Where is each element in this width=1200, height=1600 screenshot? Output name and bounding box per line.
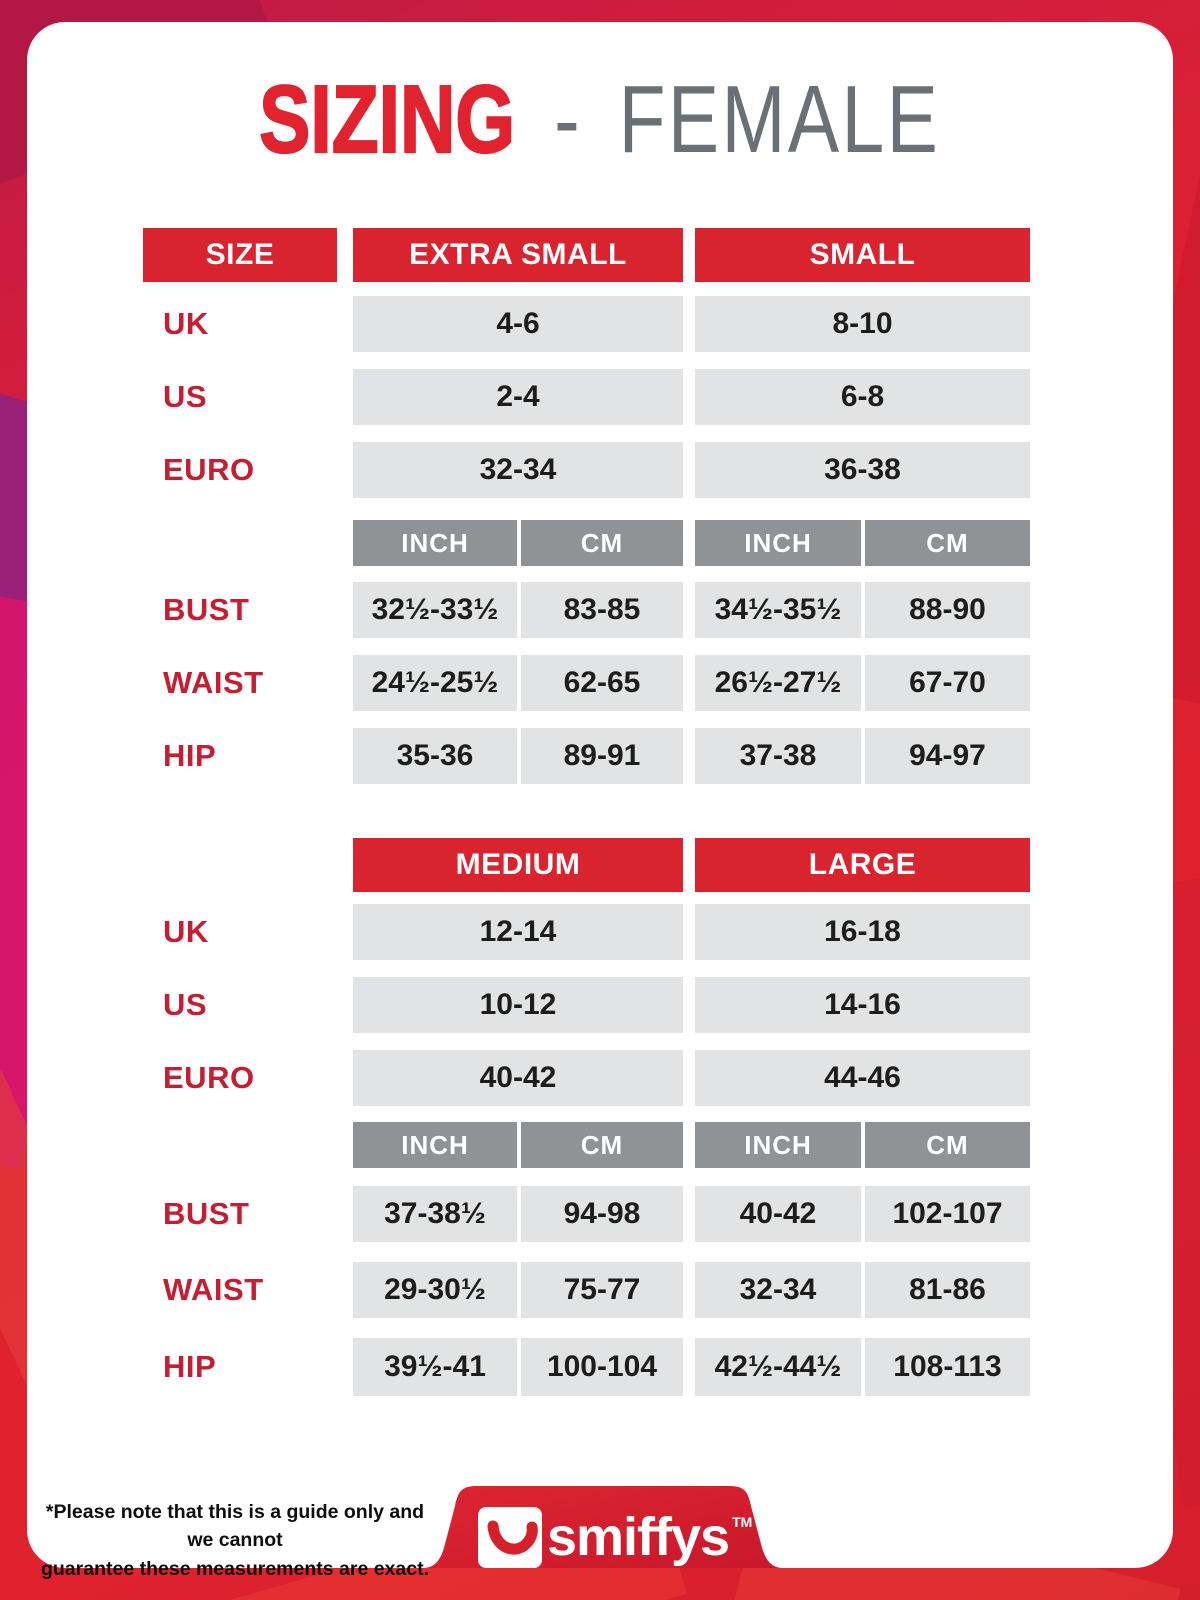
table-cell: 6-8 [695,369,1030,425]
table-cell: 29-30½ [353,1262,517,1318]
table-cell: 2-4 [353,369,683,425]
table2-header-medium: MEDIUM [353,838,683,892]
title-primary: SIZING [259,66,516,173]
table-cell: 83-85 [521,582,683,638]
row-label-uk: UK [163,914,209,949]
table-cell: 108-113 [865,1338,1030,1396]
row-label-waist: WAIST [163,1272,264,1307]
table-cell: 8-10 [695,296,1030,352]
unit-header-inch: INCH [353,1122,517,1168]
page-title [0,66,1200,173]
table-cell: 88-90 [865,582,1030,638]
table-cell: 100-104 [521,1338,683,1396]
table-cell: 37-38½ [353,1186,517,1242]
table1-header-extra-small: EXTRA SMALL [353,228,683,282]
table-cell: 37-38 [695,728,861,784]
table-cell: 94-97 [865,728,1030,784]
table-cell: 40-42 [353,1050,683,1106]
table-cell: 39½-41 [353,1338,517,1396]
row-label-uk: UK [163,306,209,341]
table-cell: 4-6 [353,296,683,352]
table-cell: 81-86 [865,1262,1030,1318]
table-cell: 32-34 [353,442,683,498]
row-label-us: US [163,379,208,414]
table-cell: 102-107 [865,1186,1030,1242]
brand-wordmark [547,1506,753,1568]
table1-header-small: SMALL [695,228,1030,282]
unit-header-cm: CM [521,520,683,566]
unit-header-cm: CM [521,1122,683,1168]
brand-name: smiffys [547,1507,730,1567]
disclaimer-line1: *Please note that this is a guide only and we cannot [45,1501,425,1552]
table-cell: 26½-27½ [695,655,861,711]
row-label-us: US [163,987,208,1022]
table-cell: 36-38 [695,442,1030,498]
row-label-hip: HIP [163,1349,217,1384]
table2-header-large: LARGE [695,838,1030,892]
table-cell: 62-65 [521,655,683,711]
table-cell: 44-46 [695,1050,1030,1106]
table-cell: 40-42 [695,1186,861,1242]
table-cell: 16-18 [695,904,1030,960]
disclaimer-note [40,1498,430,1583]
table-cell: 94-98 [521,1186,683,1242]
row-label-waist: WAIST [163,665,264,700]
table-cell: 67-70 [865,655,1030,711]
trademark-symbol: TM [732,1514,753,1530]
unit-header-cm: CM [865,1122,1030,1168]
unit-header-inch: INCH [695,520,861,566]
table-cell: 42½-44½ [695,1338,861,1396]
row-label-bust: BUST [163,1196,250,1231]
table-cell: 75-77 [521,1262,683,1318]
row-label-euro: EURO [163,1060,255,1095]
table-cell: 89-91 [521,728,683,784]
row-label-bust: BUST [163,592,250,627]
table-cell: 32-34 [695,1262,861,1318]
title-secondary: FEMALE [618,66,941,173]
table-cell: 34½-35½ [695,582,861,638]
table-cell: 10-12 [353,977,683,1033]
table-cell: 24½-25½ [353,655,517,711]
unit-header-inch: INCH [695,1122,861,1168]
disclaimer-line2: guarantee these measurements are exact. [40,1557,430,1580]
table1-header-size: SIZE [143,228,337,282]
table-cell: 32½-33½ [353,582,517,638]
table-cell: 14-16 [695,977,1030,1033]
table-cell: 35-36 [353,728,517,784]
table-cell: 12-14 [353,904,683,960]
row-label-hip: HIP [163,738,217,773]
row-label-euro: EURO [163,452,255,487]
unit-header-inch: INCH [353,520,517,566]
unit-header-cm: CM [865,520,1030,566]
title-separator: - [554,66,580,173]
